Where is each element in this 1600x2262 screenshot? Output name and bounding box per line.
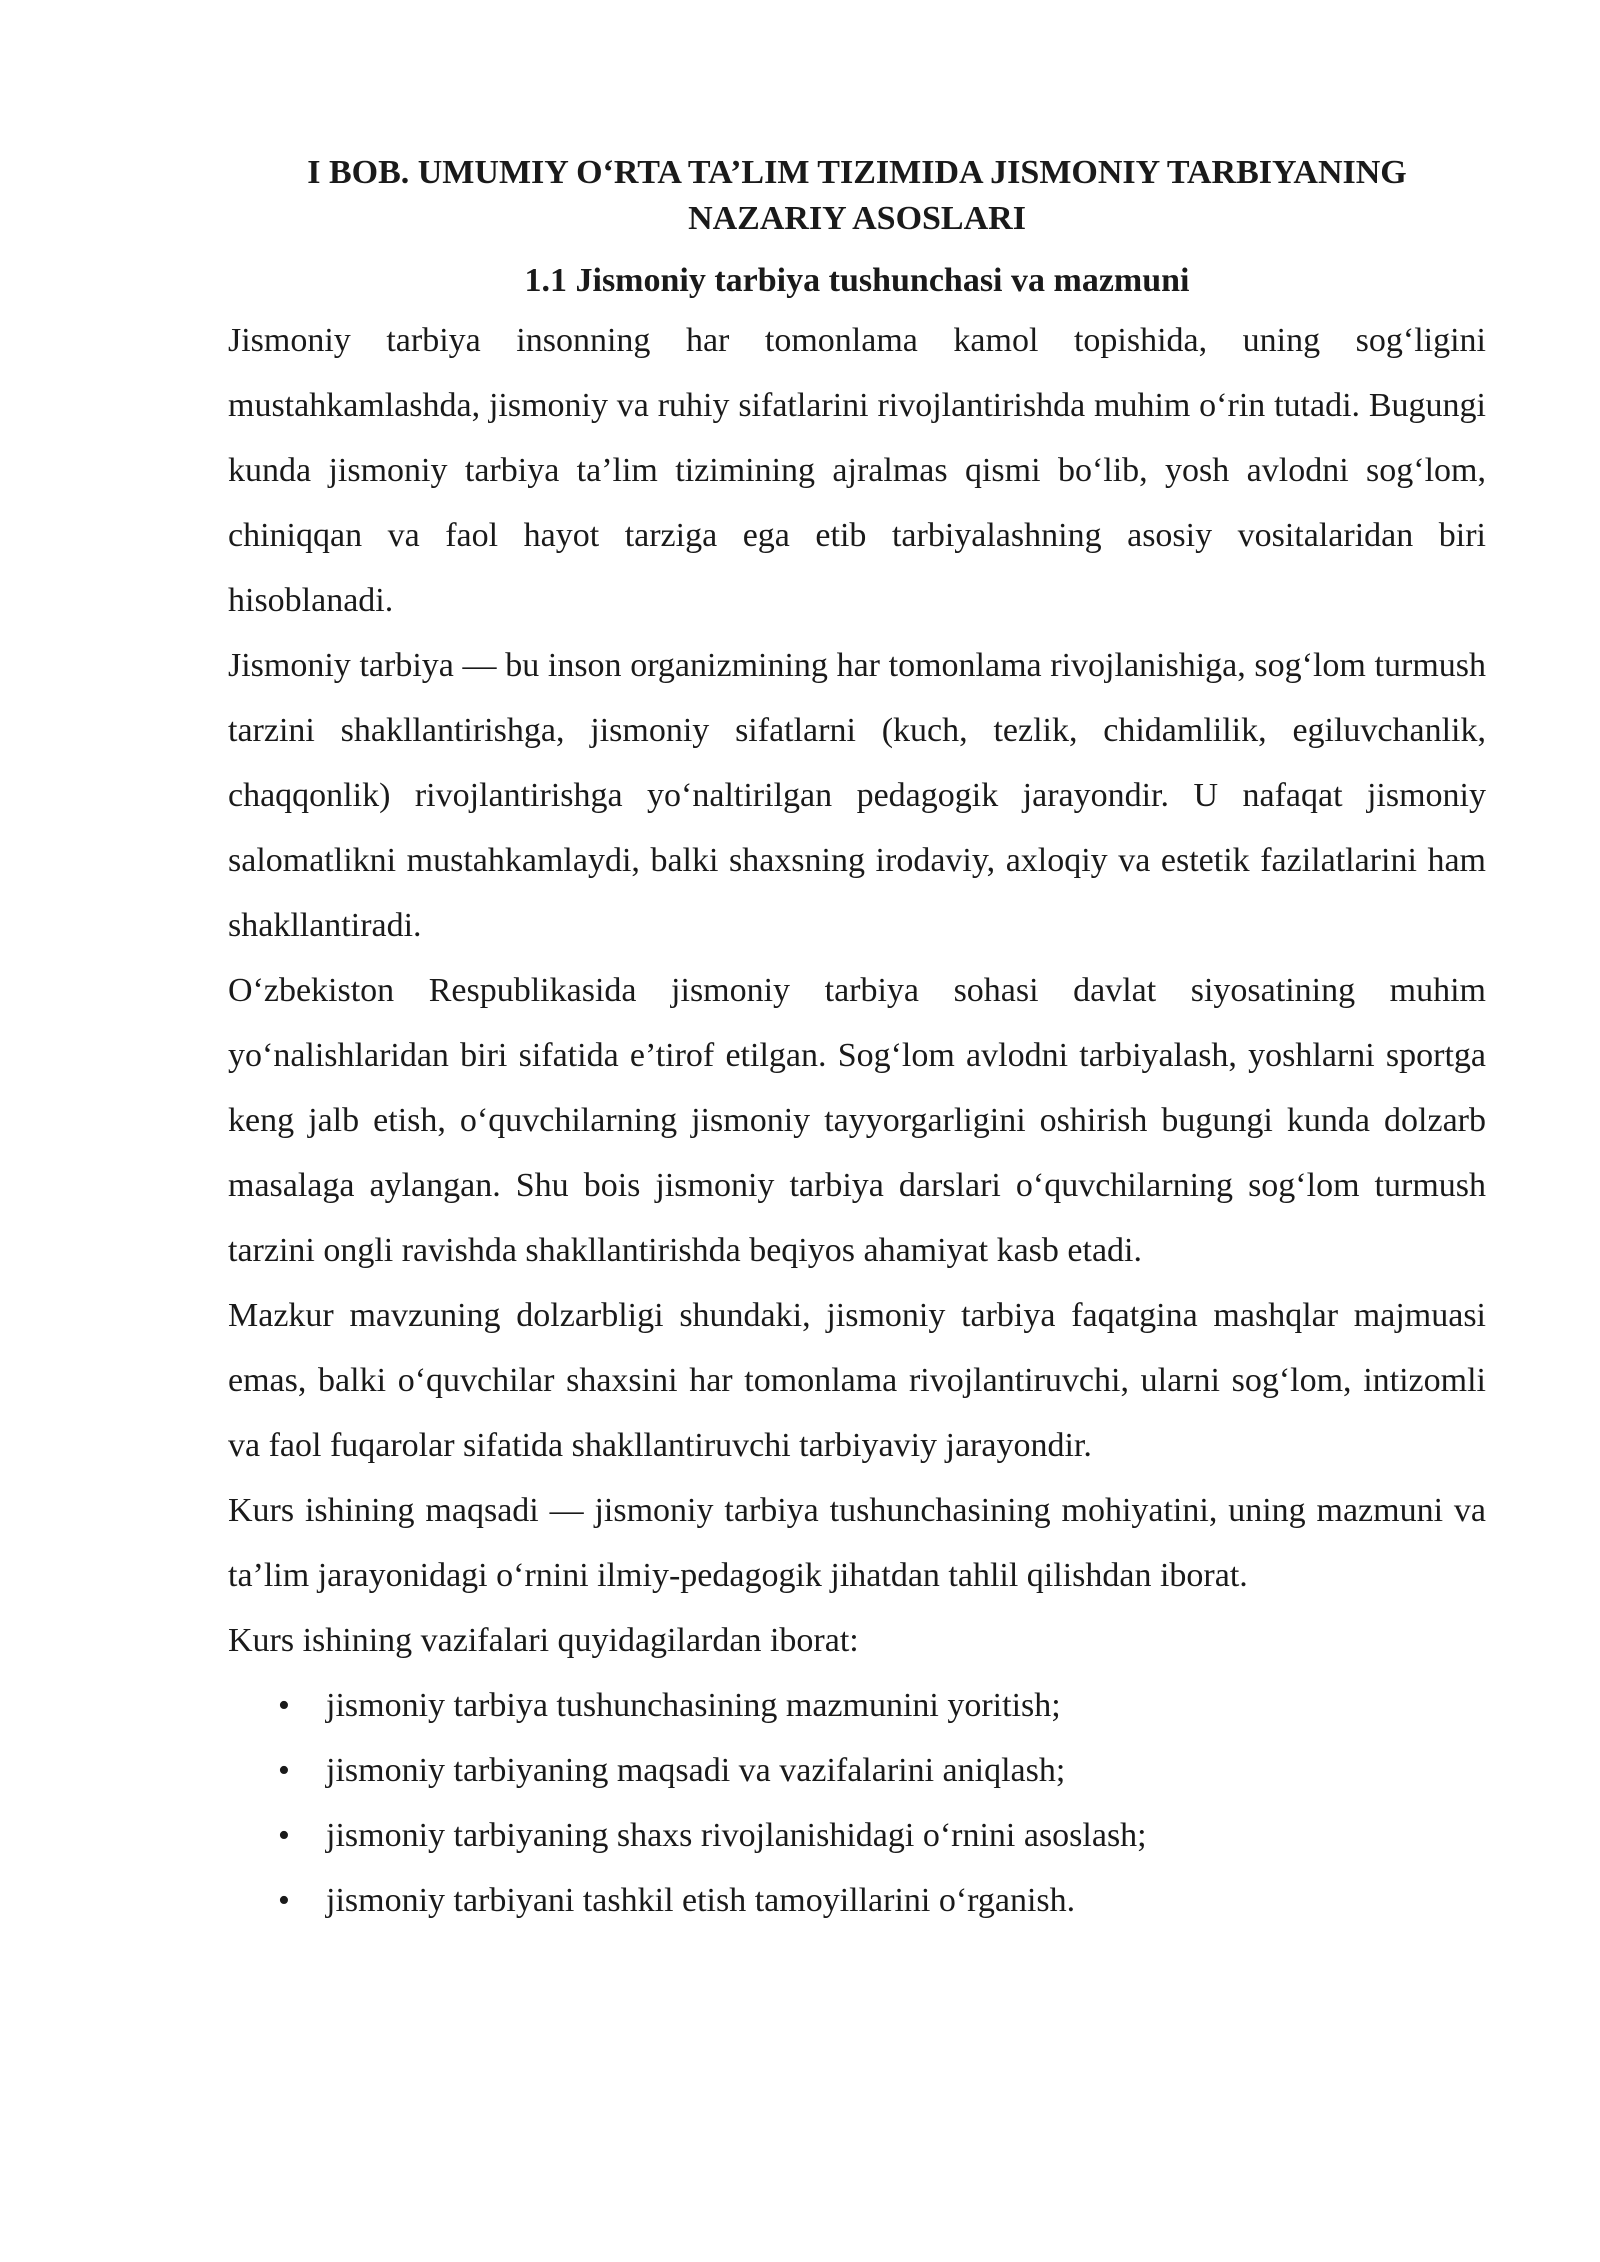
paragraph-state-policy: O‘zbekiston Respublikasida jismoniy tarbiya sohasi davlat siyosatining muhim yo‘nalishlaridan biri sifatida e’tirof etilgan. Sog‘lom avlodni tarbiyalash, yoshlarni sportga keng jalb etish, o‘quvchilarning jismoniy tayyorgarligini oshirish bugungi kunda dolzarb masalaga aylangan. Shu bois jismoniy tarbiya darslari o‘quvchilarning sog‘lom turmush tarzini ongli ravishda shakllantirishda beqiyos ahamiyat kasb etadi. xyxy=(228,972,1486,1269)
bullet-icon: • xyxy=(278,1817,290,1854)
paragraph-definition: Jismoniy tarbiya — bu inson organizmining har tomonlama rivojlanishiga, sog‘lom turmush tarzini shakllantirishga, jismoniy sifatlarni (kuch, tezlik, chidamlilik, egiluvchanlik, chaqqonlik) rivojlantirishga yo‘naltirilgan pedagogik jarayondir. U nafaqat jismoniy salomatlikni mustahkamlaydi, balki shaxsning irodaviy, axloqiy va estetik fazilatlarini ham shakllantiradi. xyxy=(228,647,1486,944)
list-item-text: jismoniy tarbiya tushunchasining mazmunini yoritish; xyxy=(326,1687,1061,1724)
list-item-text: jismoniy tarbiyani tashkil etish tamoyillarini o‘rganish. xyxy=(326,1882,1076,1919)
list-item xyxy=(228,1738,1486,1803)
bullet-icon: • xyxy=(278,1687,290,1724)
list-item xyxy=(228,1803,1486,1868)
chapter-title: I BOB. UMUMIY O‘RTA TA’LIM TIZIMIDA JISMONIY TARBIYANING NAZARIY ASOSLARI xyxy=(307,154,1407,237)
document-page xyxy=(228,150,1486,1933)
paragraph-goal: Kurs ishining maqsadi — jismoniy tarbiya tushunchasining mohiyatini, uning mazmuni va ta’lim jarayonidagi o‘rnini ilmiy-pedagogik jihatdan tahlil qilishdan iborat. xyxy=(228,1492,1486,1594)
list-item-text: jismoniy tarbiyaning maqsadi va vazifalarini aniqlash; xyxy=(326,1752,1066,1789)
list-item xyxy=(228,1868,1486,1933)
paragraph-tasks-intro: Kurs ishining vazifalari quyidagilardan iborat: xyxy=(228,1622,859,1659)
paragraph-intro: Jismoniy tarbiya insonning har tomonlama kamol topishida, uning sog‘ligini mustahkamlashda, jismoniy va ruhiy sifatlarini rivojlantirishda muhim o‘rin tutadi. Bugungi kunda jismoniy tarbiya ta’lim tizimining ajralmas qismi bo‘lib, yosh avlodni sog‘lom, chiniqqan va faol hayot tarziga ega etib tarbiyalashning asosiy vositalaridan biri hisoblanadi. xyxy=(228,322,1486,619)
bullet-icon: • xyxy=(278,1882,290,1919)
section-title: 1.1 Jismoniy tarbiya tushunchasi va mazmuni xyxy=(524,262,1190,299)
list-item-text: jismoniy tarbiyaning shaxs rivojlanishidagi o‘rnini asoslash; xyxy=(326,1817,1147,1854)
tasks-list xyxy=(228,1673,1486,1933)
paragraph-relevance: Mazkur mavzuning dolzarbligi shundaki, jismoniy tarbiya faqatgina mashqlar majmuasi emas, balki o‘quvchilar shaxsini har tomonlama rivojlantiruvchi, ularni sog‘lom, intizomli va faol fuqarolar sifatida shakllantiruvchi tarbiyaviy jarayondir. xyxy=(228,1297,1486,1464)
bullet-icon: • xyxy=(278,1752,290,1789)
list-item xyxy=(228,1673,1486,1738)
